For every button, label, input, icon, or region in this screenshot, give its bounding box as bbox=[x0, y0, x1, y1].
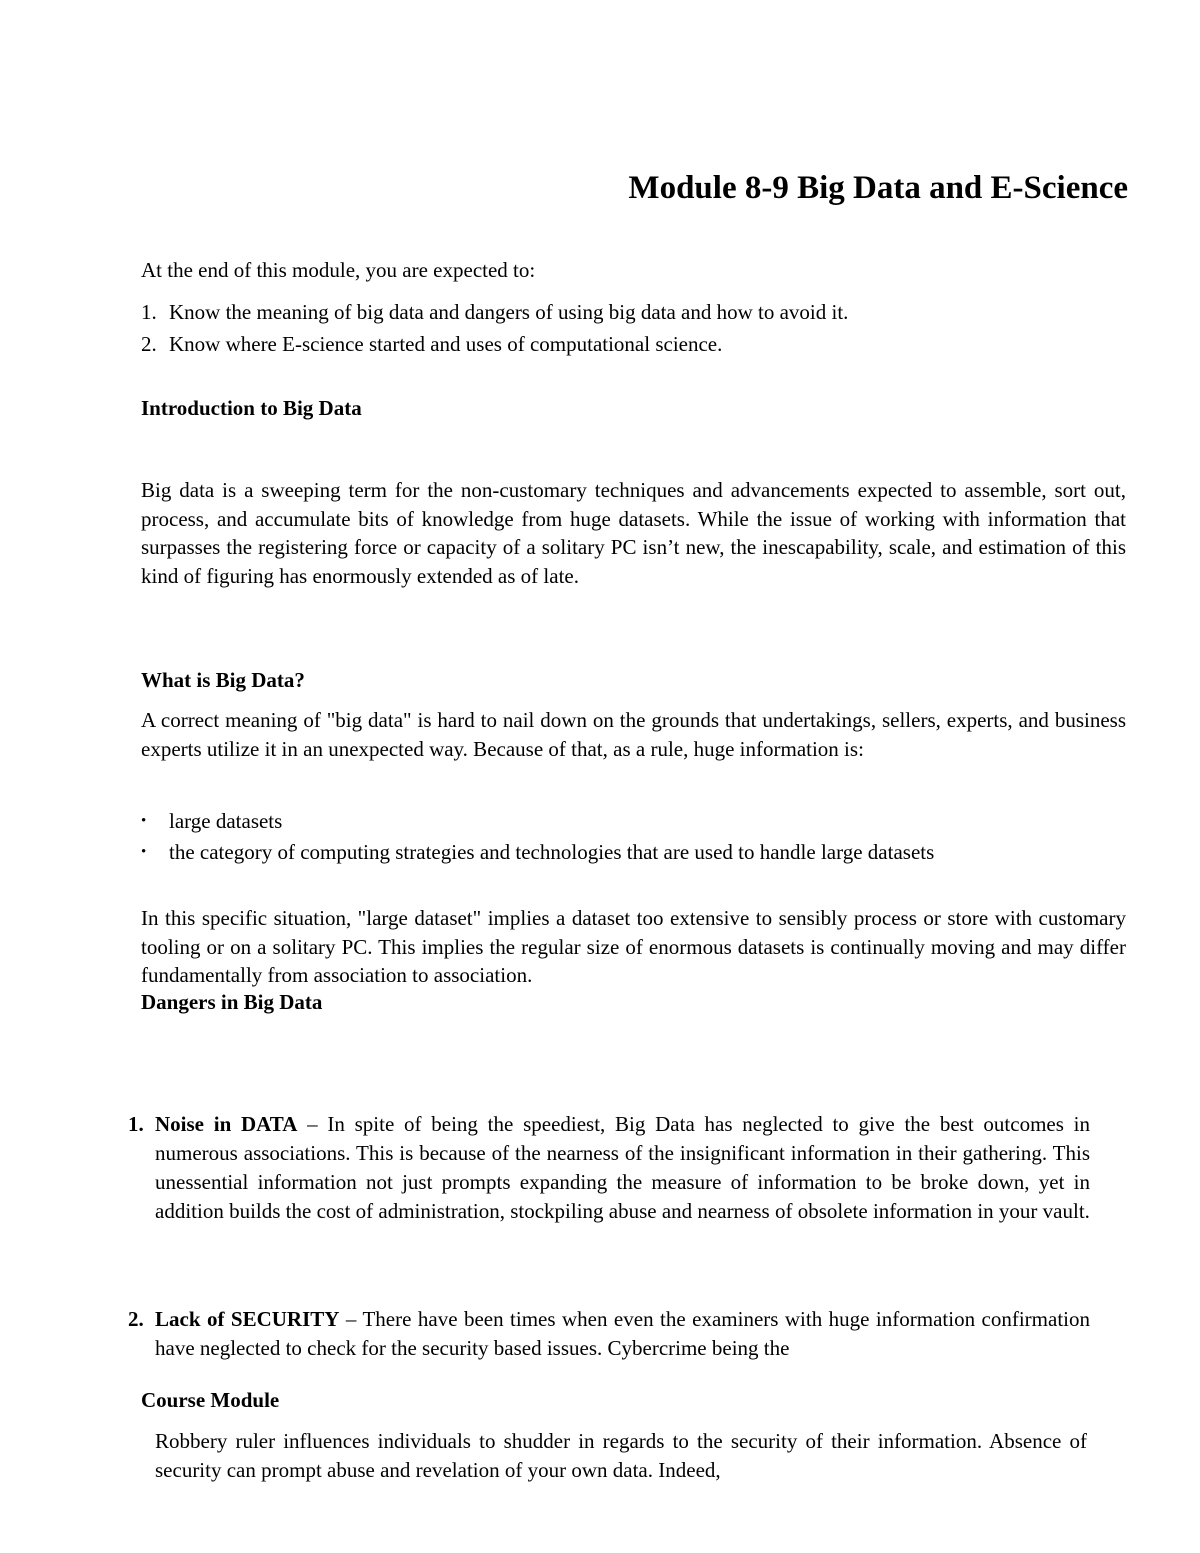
what-paragraph: A correct meaning of "big data" is hard to nail down on the grounds that undertakings, sellers, experts, and business experts utilize it in an unexpected way. Because of that, as a rule, huge information is: bbox=[141, 708, 1126, 761]
course-module-label: Course Module bbox=[141, 1388, 280, 1412]
intro-paragraph: Big data is a sweeping term for the non-customary techniques and advancements expected to assemble, sort out, process, and accumulate bits of knowledge from huge datasets. While the issue of working with information that surpasses the registering force or capacity of a solitary PC isn’t new, the inescapability, scale, and estimation of this kind of figuring has enormously extended as of late. bbox=[141, 478, 1126, 588]
danger-term: Noise in DATA bbox=[155, 1112, 298, 1136]
bullet-item bbox=[141, 837, 934, 868]
bullet-dot-icon: • bbox=[141, 813, 147, 829]
dataset-paragraph: In this specific situation, "large dataset" implies a dataset too extensive to sensibly process or store with customary tooling or on a solitary PC. This implies the regular size of enormous datasets is continually moving and may differ fundamentally from association to association. bbox=[141, 906, 1126, 987]
page-title: Module 8-9 Big Data and E-Science bbox=[628, 170, 1128, 206]
danger-item bbox=[128, 1110, 1090, 1226]
bullet-text: the category of computing strategies and technologies that are used to handle large datasets bbox=[169, 840, 935, 864]
objective-number: 1. bbox=[141, 300, 157, 324]
danger-number: 1. bbox=[128, 1112, 144, 1136]
danger-text: – In spite of being the speediest, Big Data has neglected to give the best outcomes in numerous associations. This is because of the nearness of the insignificant information in their gathering. This unessential information not just prompts expanding the measure of information to be broke down, yet in addition builds the cost of administration, stockpiling abuse and nearness of obsolete information in your vault. bbox=[155, 1112, 1090, 1223]
bullet-item bbox=[141, 806, 934, 837]
objectives-list bbox=[141, 296, 848, 360]
danger-body bbox=[155, 1305, 1090, 1363]
bullet-text: large datasets bbox=[169, 809, 283, 833]
danger-number: 2. bbox=[128, 1307, 144, 1331]
danger-item bbox=[128, 1305, 1090, 1363]
objective-item bbox=[141, 328, 848, 360]
dangers-heading: Dangers in Big Data bbox=[141, 990, 323, 1014]
danger-text: – There have been times when even the examiners with huge information confirmation have neglected to check for the security based issues. Cybercrime being the bbox=[155, 1307, 1090, 1360]
definition-bullet-list bbox=[141, 806, 934, 868]
what-heading: What is Big Data? bbox=[141, 668, 305, 692]
objective-text: Know the meaning of big data and dangers of using big data and how to avoid it. bbox=[169, 300, 849, 324]
danger-body bbox=[155, 1110, 1090, 1226]
objective-number: 2. bbox=[141, 332, 157, 356]
intro-heading: Introduction to Big Data bbox=[141, 396, 362, 420]
danger-term: Lack of SECURITY bbox=[155, 1307, 340, 1331]
bullet-dot-icon: • bbox=[141, 844, 147, 860]
objective-text: Know where E-science started and uses of computational science. bbox=[169, 332, 723, 356]
objective-item bbox=[141, 296, 848, 328]
intro-line: At the end of this module, you are expected to: bbox=[141, 258, 536, 282]
continuation-paragraph: Robbery ruler influences individuals to shudder in regards to the security of their information. Absence of security can prompt abuse and revelation of your own data. Indeed, bbox=[155, 1429, 1087, 1482]
